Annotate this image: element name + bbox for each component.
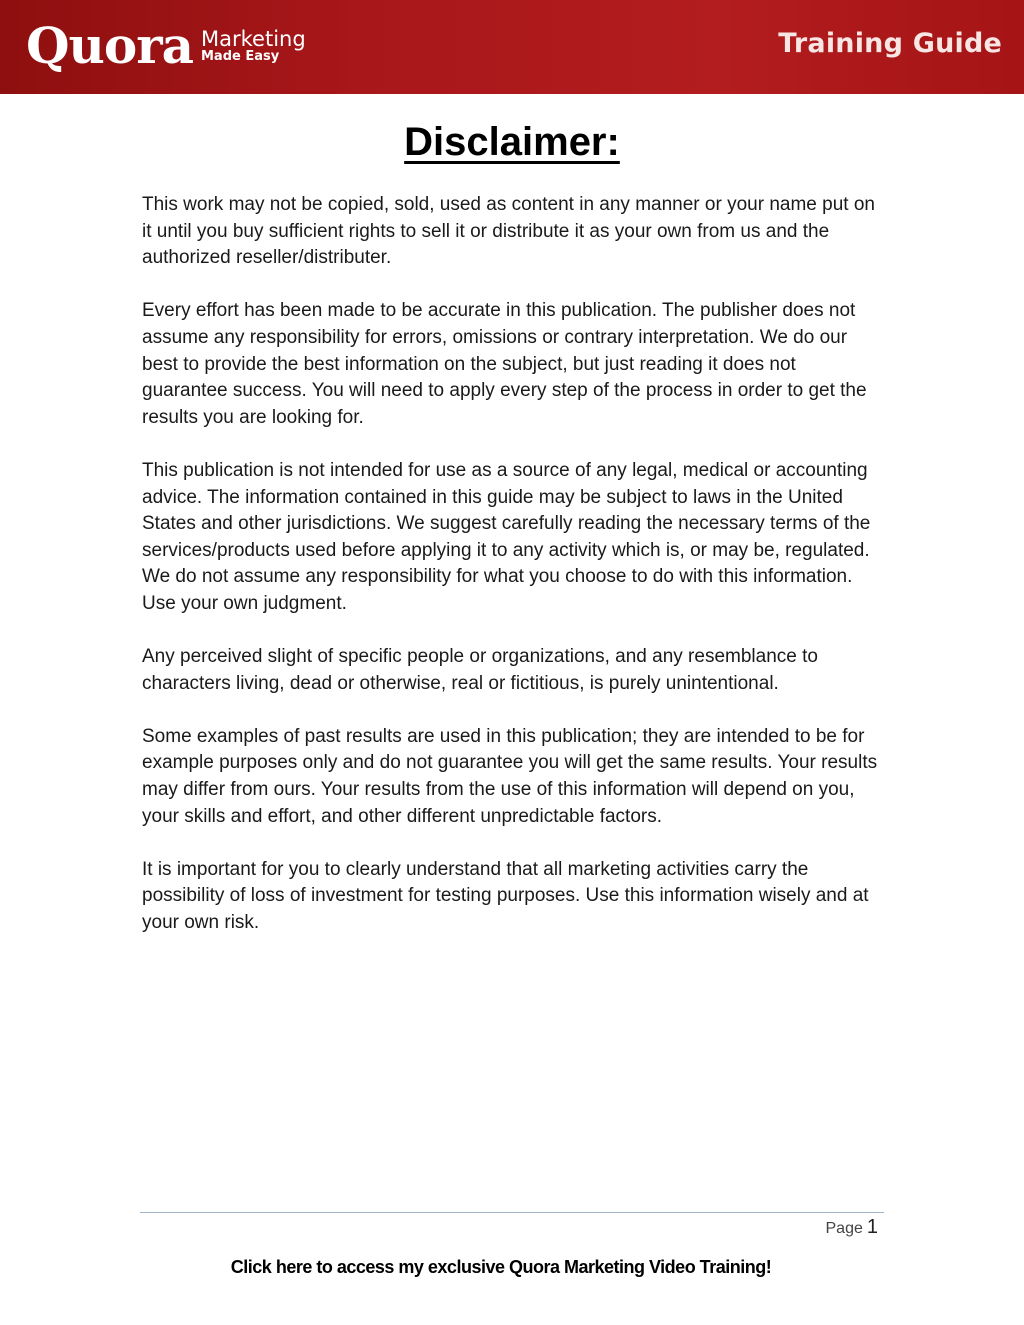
footer-divider — [140, 1212, 884, 1213]
paragraph-legal-advice: This publication is not intended for use as a source of any legal, medical or accounting advice. The information contained in this guide may be subject to laws in the United States and other jurisdictions. We suggest carefully reading the necessary terms of the services/products used before applying it to any activity which is, or may be, regulated. We do not assume any responsibility for what you choose to do with this information. Use your own judgment. — [142, 459, 871, 614]
page-number — [826, 1216, 879, 1239]
logo-word: Quora — [26, 16, 193, 75]
paragraph-resemblance: Any perceived slight of specific people or organizations, and any resemblance to characters living, dead or otherwise, real or fictitious, is purely unintentional. — [142, 646, 818, 694]
header-banner — [0, 0, 1024, 94]
page-label: Page — [825, 1220, 863, 1237]
training-guide-title: Training Guide — [778, 28, 1002, 59]
paragraph-copy-rights: This work may not be copied, sold, used as content in any manner or your name put on it until you buy sufficient rights to sell it or distribute it as your own from us and the authorized reseller/distributer. — [142, 194, 875, 269]
paragraph-accuracy: Every effort has been made to be accurate in this publication. The publisher does not assume any responsibility for errors, omissions or contrary interpretation. We do our best to provide the best information on the subject, but just reading it does not guarantee success. You will need to apply every step of the process in order to get the results you are looking for. — [142, 300, 867, 428]
quora-marketing-logo — [26, 16, 306, 76]
logo-line-made-easy: Made Easy — [201, 49, 280, 65]
paragraph-risk: It is important for you to clearly understand that all marketing activities carry the possibility of loss of investment for testing purposes. Use this information wisely and at your own risk. — [142, 858, 869, 934]
logo-line-marketing: Marketing — [201, 27, 306, 52]
paragraph-past-results: Some examples of past results are used in this publication; they are intended to be for example purposes only and do not guarantee you will get the same results. Your results may differ from ours. Your results from the use of this information will depend on you, your skills and effort, and other different unpredictable factors. — [142, 725, 878, 827]
page-title: Disclaimer: — [404, 120, 620, 164]
logo-tagline — [201, 28, 306, 64]
page-number-value: 1 — [866, 1216, 878, 1238]
disclaimer-body — [142, 192, 882, 963]
video-training-link[interactable]: Click here to access my exclusive Quora Marketing Video Training! — [230, 1257, 772, 1277]
